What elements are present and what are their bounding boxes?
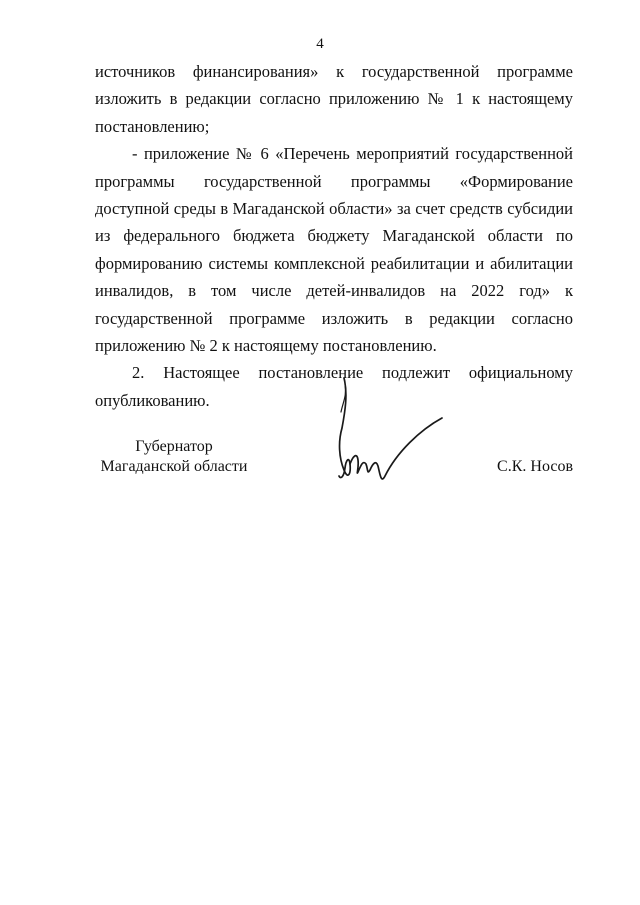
signatory-title-line1: Губернатор bbox=[135, 438, 213, 455]
handwritten-signature bbox=[325, 372, 455, 507]
paragraph-publication: 2. Настоящее постановление подлежит официальному опубликованию. bbox=[95, 363, 573, 410]
paragraph-continuation: источников финансирования» к государственной программе изложить в редакции согласно приложению № 1 к настоящему постановлению; bbox=[95, 62, 573, 136]
signatory-name: С.К. Носов bbox=[497, 458, 573, 475]
document-body bbox=[95, 58, 573, 414]
signatory-title-line2: Магаданской области bbox=[100, 458, 248, 475]
page-number: 4 bbox=[316, 36, 324, 52]
paragraph-appendix-6: - приложение № 6 «Перечень мероприятий государственной программы государственной программы «Формирование доступной среды в Магаданской области» за счет средств субсидии из федерального бюджета бюджету Магаданской области по формированию системы комплексной реабилитации и абилитации инвалидов, в том числе детей-инвалидов на 2022 год» к государственной программе изложить в редакции согласно приложению № 2 к настоящему постановлению. bbox=[95, 144, 573, 356]
signatory-title bbox=[95, 437, 253, 477]
